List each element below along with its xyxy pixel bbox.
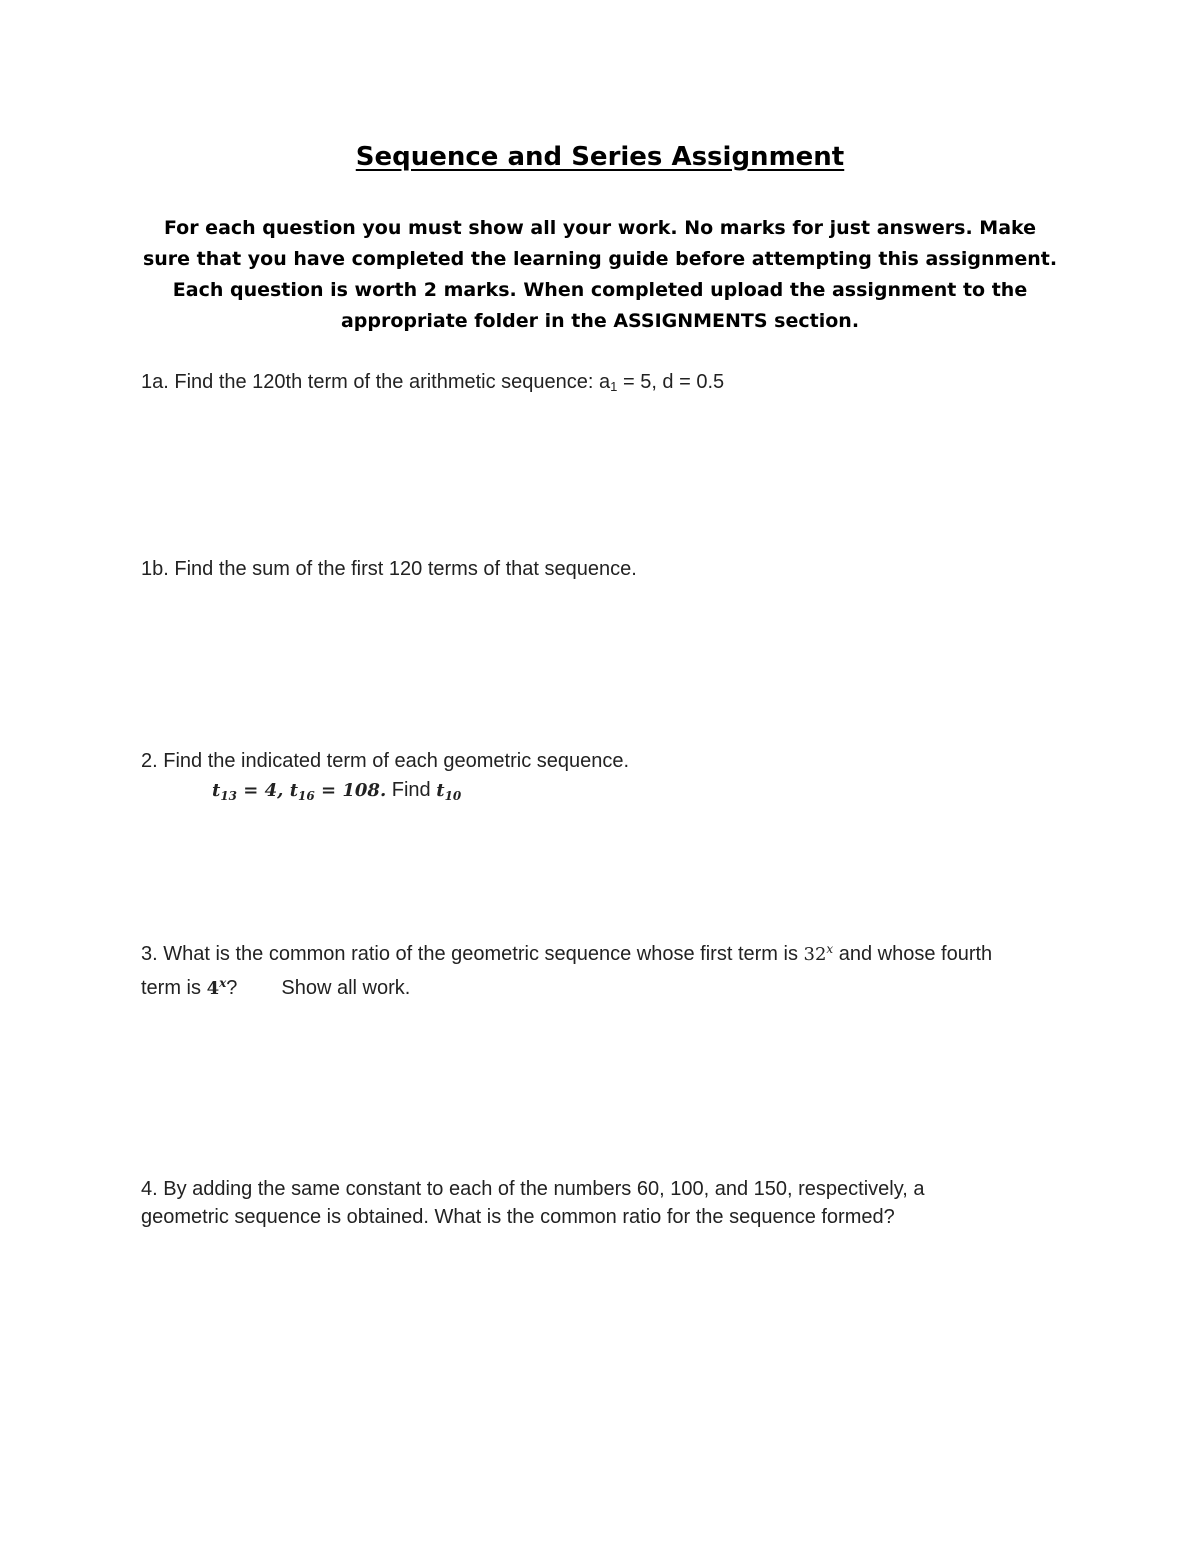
question-3-prefix: 3. What is the common ratio of the geometric sequence whose first term is	[141, 943, 804, 965]
question-1a-prefix: 1a. Find the 120th term of the arithmetic sequence: a	[141, 371, 611, 393]
show-work-note: Show all work.	[281, 977, 411, 999]
question-3-middle: and whose fourth term is	[141, 943, 993, 999]
t13-term: $t_{13}$	[212, 780, 238, 803]
question-1a	[141, 368, 1041, 401]
question-1a-subscript: 1	[610, 379, 618, 394]
question-2: 2. Find the indicated term of each geometric sequence.	[141, 750, 630, 772]
question-1a-suffix: = 5, d = 0.5	[617, 371, 725, 393]
equation-part-1: = 4,	[237, 780, 290, 801]
question-3	[141, 935, 1021, 1003]
question-1b: 1b. Find the sum of the first 120 terms of that sequence.	[141, 558, 637, 580]
find-label: Find	[386, 779, 437, 801]
page-title: Sequence and Series Assignment	[355, 142, 845, 172]
equation-part-2: = 108.	[314, 780, 387, 801]
instructions-paragraph: For each question you must show all your work. No marks for just answers. Make sure that you have completed the learning guide before attempting this assignment. Each question is worth 2 marks. When completed upload the assignment to the appropriate folder in the ASSIGNMENTS section.	[142, 217, 1058, 332]
t16-term: $t_{16}$	[289, 780, 315, 803]
fourth-term-expression: 4$^x$	[206, 976, 227, 999]
t10-term: $t_{10}$	[436, 780, 462, 803]
first-term-expression: 32$^x$	[803, 942, 834, 965]
question-2-equation	[212, 776, 461, 810]
question-3-suffix: ?	[226, 977, 238, 999]
question-4: 4. By adding the same constant to each of the numbers 60, 100, and 150, respectively, a geometric sequence is obtained. What is the common ratio for the sequence formed?	[141, 1178, 925, 1228]
